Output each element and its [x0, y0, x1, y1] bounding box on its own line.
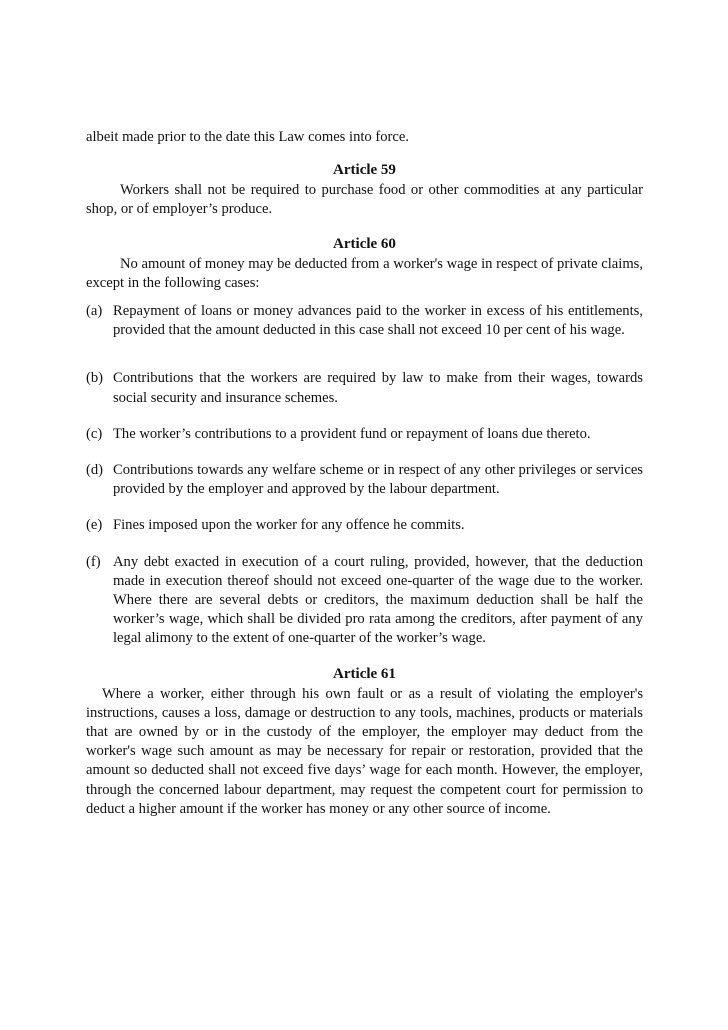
- list-item-text: Contributions that the workers are required by law to make from their wages, towards social security and insurance schemes.: [113, 370, 643, 406]
- list-item: [86, 461, 643, 499]
- list-marker: (d): [86, 462, 104, 479]
- list-item-text: Any debt exacted in execution of a court ruling, provided, however, that the deduction made in execution thereof should not exceed one-quarter of the wage due to the worker. Where there are several debts or creditors, the maximum deduction shall be half the worker’s wage, which shall be divided pro rata among the creditors, after payment of any legal alimony to the extent of one-quarter of the worker’s wage.: [113, 553, 643, 647]
- article-61-text: Where a worker, either through his own fault or as a result of violating the employer's instructions, causes a loss, damage or destruction to any tools, machines, products or materials that are owned by or in the custody of the employer, the employer may deduct from the worker's wage such amount as may be necessary for repair or restoration, provided that the amount so deducted shall not exceed five days’ wage for each month. However, the employer, through the concerned labour department, may request the competent court for permission to deduct a higher amount if the worker has money or any other source of income.: [86, 685, 643, 817]
- deduction-cases-list: [86, 302, 643, 649]
- list-item-text: Repayment of loans or money advances paid to the worker in excess of his entitlements, provided that the amount deducted in this case shall not exceed 10 per cent of his wage.: [113, 303, 643, 339]
- list-item: [86, 302, 643, 340]
- list-item-text: Fines imposed upon the worker for any offence he commits.: [113, 517, 465, 534]
- article-59-text: Workers shall not be required to purchase food or other commodities at any particular shop, or of employer’s produce.: [86, 182, 643, 218]
- list-item: [86, 425, 643, 444]
- list-item-text: Contributions towards any welfare scheme or in respect of any other privileges or services provided by the employer and approved by the labour department.: [113, 462, 643, 498]
- article-61-heading: Article 61: [333, 665, 396, 682]
- list-item-text: The worker’s contributions to a provident fund or repayment of loans due thereto.: [113, 425, 591, 442]
- list-marker: (a): [86, 303, 103, 320]
- list-marker: (e): [86, 517, 103, 534]
- list-item: [86, 553, 643, 649]
- list-marker: (b): [86, 370, 104, 387]
- list-marker: (c): [86, 425, 103, 442]
- intro-line: albeit made prior to the date this Law comes into force.: [86, 129, 409, 145]
- list-item: [86, 369, 643, 407]
- article-59-heading: Article 59: [333, 162, 396, 179]
- article-60-heading: Article 60: [333, 235, 396, 252]
- list-item: [86, 516, 643, 535]
- document-body: [86, 128, 643, 819]
- list-marker: (f): [86, 553, 101, 570]
- article-60-text: No amount of money may be deducted from a worker's wage in respect of private claims, except in the following cases:: [86, 255, 643, 291]
